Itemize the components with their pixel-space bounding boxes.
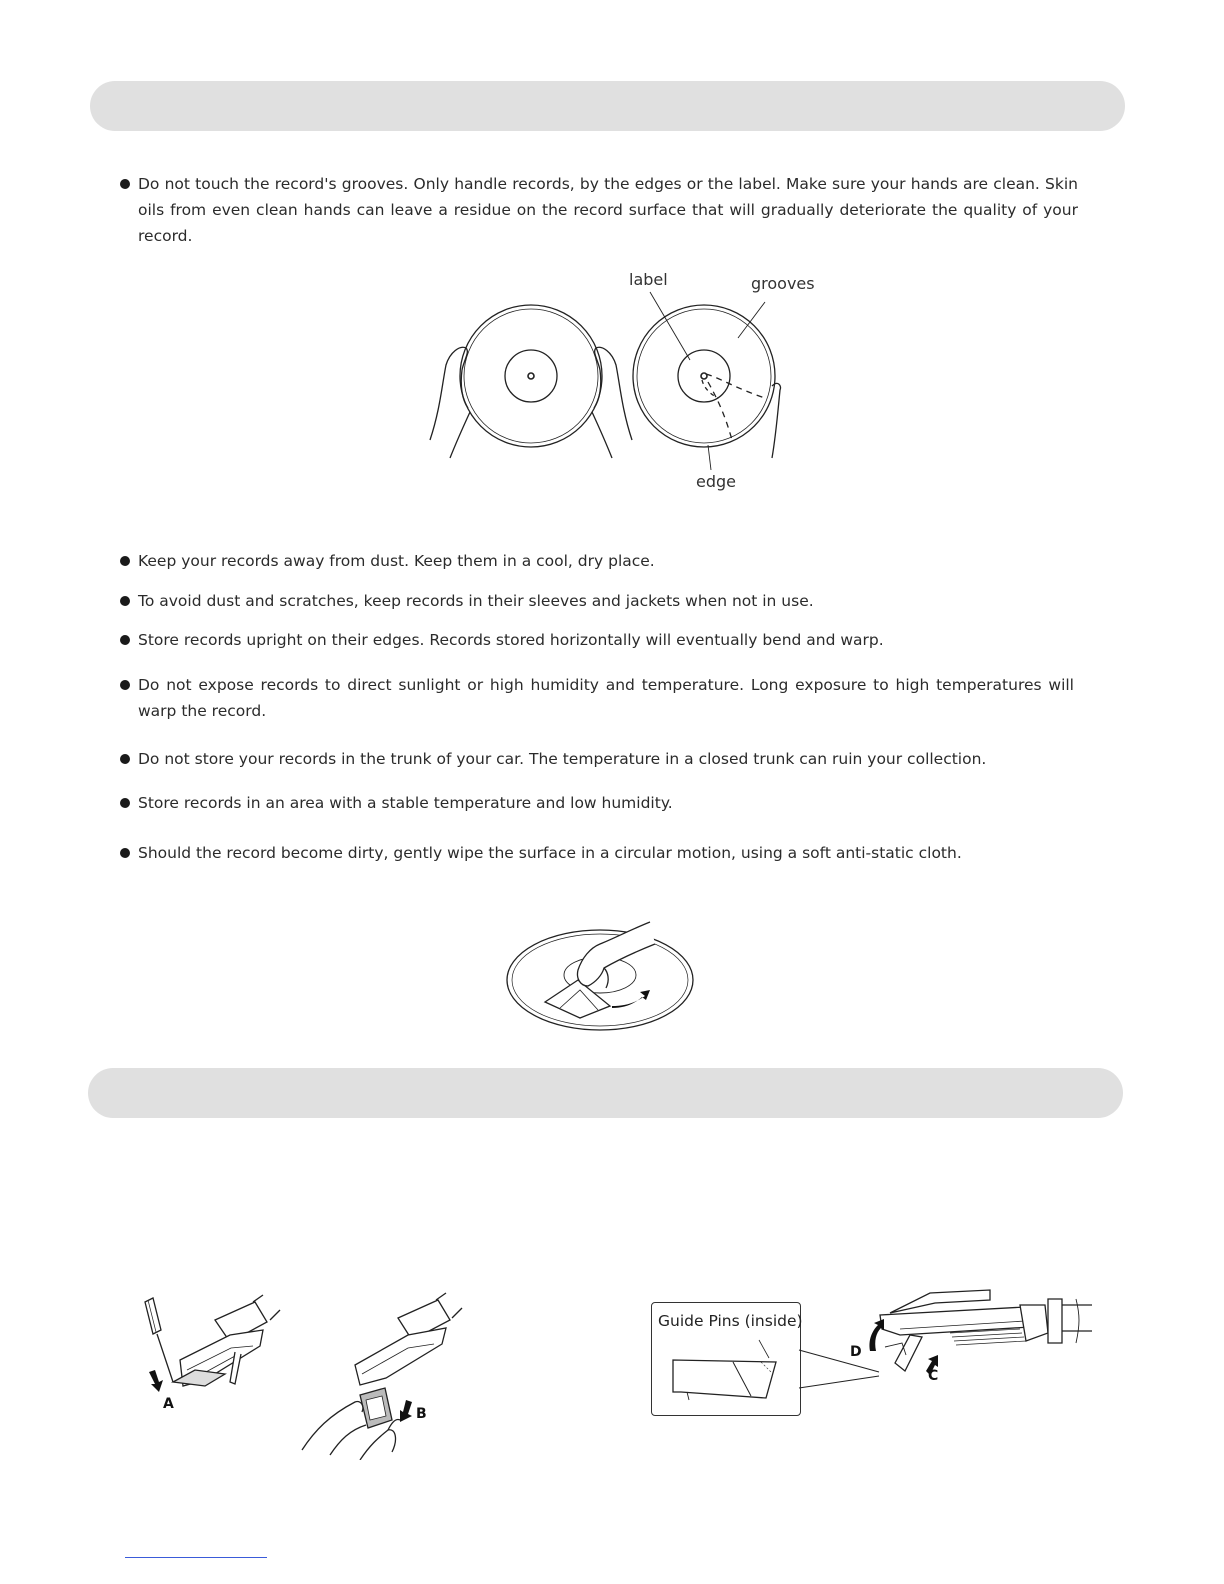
bullet-text: Store records in an area with a stable temperature and low humidity. — [138, 794, 673, 812]
bullet-item-stable-temperature — [120, 790, 1078, 816]
grooves-callout: grooves — [751, 274, 815, 293]
record-label-right — [678, 350, 730, 402]
step-c-label: C — [928, 1368, 939, 1384]
bullet-text: Store records upright on their edges. Records stored horizontally will eventually bend and warp. — [138, 631, 884, 649]
bullet-text: To avoid dust and scratches, keep records in their sleeves and jackets when not in use. — [138, 592, 814, 610]
record-handling-illustration — [420, 290, 840, 475]
bullet-item-cleaning — [120, 840, 1078, 866]
bullet-item-sunlight — [120, 672, 1074, 724]
curved-arrow-icon-d — [869, 1319, 884, 1351]
footer-rule — [125, 1557, 267, 1558]
rotation-arrow-icon — [612, 990, 650, 1008]
bullet-item-handle-records — [120, 171, 1078, 249]
stylus-removal-step-b-illustration — [300, 1290, 470, 1460]
bullet-item-dust — [120, 548, 1078, 574]
bullet-item-sleeves — [120, 588, 1078, 614]
label-callout: label — [629, 270, 668, 289]
bullet-text: Do not expose records to direct sunlight or high humidity and temperature. Long exposure to high temperatures will warp the record. — [138, 676, 1074, 720]
bullet-item-upright — [120, 627, 1078, 653]
step-d-label: D — [850, 1344, 862, 1360]
bullet-text: Should the record become dirty, gently wipe the surface in a circular motion, using a soft anti-static cloth. — [138, 844, 962, 862]
stylus-removal-step-a-illustration — [135, 1290, 295, 1420]
edge-callout: edge — [696, 472, 736, 491]
bullet-item-trunk — [120, 746, 1078, 772]
left-hand-outline — [430, 347, 468, 440]
stylus-installation-step-cd-illustration — [840, 1285, 1095, 1395]
step-a-label: A — [163, 1396, 174, 1412]
bullet-text: Do not touch the record's grooves. Only handle records, by the edges or the label. Make sure your hands are clean. Skin oils from even clean hands can leave a residue on the record surface that will gradually deteriorate the quality of your record. — [138, 175, 1078, 245]
guide-pins-label: Guide Pins (inside) — [658, 1312, 803, 1330]
down-arrow-icon-b — [400, 1400, 412, 1422]
section-header-bar — [88, 1068, 1123, 1118]
right-hand-outline — [594, 347, 632, 440]
record-disc-left — [460, 305, 602, 447]
record-disc-right — [633, 305, 775, 447]
bullet-text: Keep your records away from dust. Keep them in a cool, dry place. — [138, 552, 655, 570]
down-arrow-icon-a — [149, 1370, 163, 1392]
record-cleaning-illustration — [500, 920, 700, 1035]
record-label-left — [505, 350, 557, 402]
step-b-label: B — [416, 1406, 427, 1422]
bullet-text: Do not store your records in the trunk of your car. The temperature in a closed trunk can ruin your collection. — [138, 750, 987, 768]
section-header-bar — [90, 81, 1125, 131]
